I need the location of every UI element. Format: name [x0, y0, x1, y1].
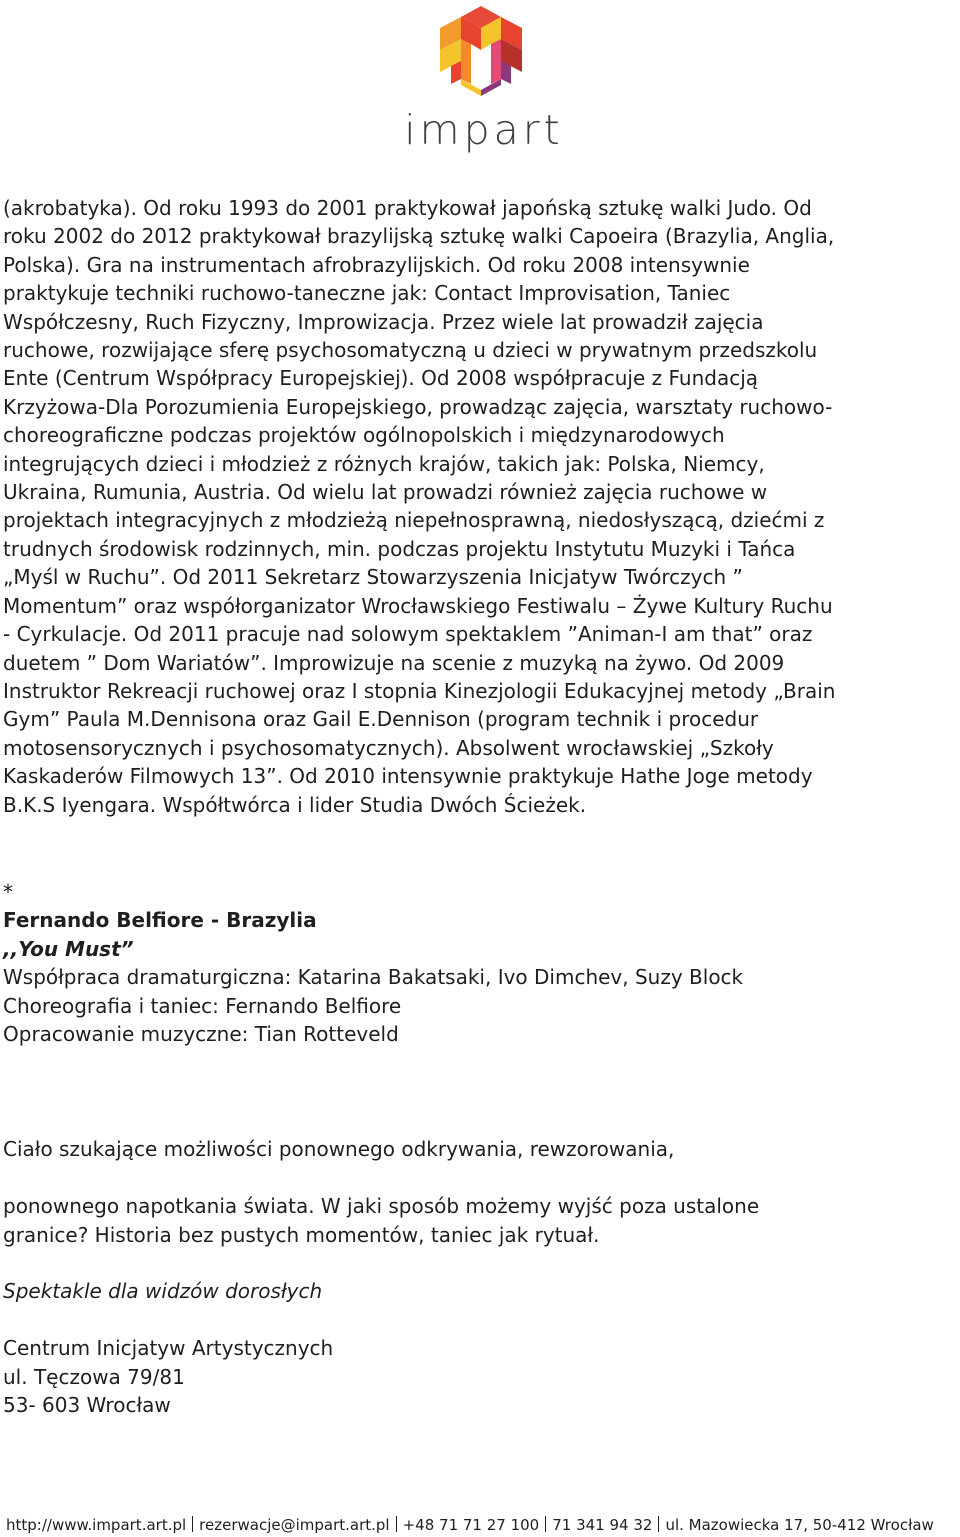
footer-phone: +48 71 71 27 100	[402, 1516, 540, 1534]
footer-divider	[658, 1516, 659, 1532]
show-artist: Fernando Belfiore - Brazylia	[3, 908, 317, 932]
audience-note	[3, 1277, 958, 1306]
show-credit: Opracowanie muzyczne: Tian Rotteveld	[3, 1022, 399, 1046]
venue-city: 53- 603 Wrocław	[3, 1393, 171, 1417]
bio-line: Krzyżowa-Dla Porozumienia Europejskiego, prowadząc zajęcia, warsztaty ruchowo-	[3, 394, 833, 419]
bio-paragraph	[3, 194, 958, 819]
audience-text: Spektakle dla widzów dorosłych	[3, 1279, 323, 1303]
bio-line: Gym” Paula M.Dennisona oraz Gail E.Dennison (program technik i procedur	[3, 707, 759, 732]
show-description	[3, 1135, 958, 1164]
bio-line: Polska). Gra na instrumentach afrobrazylijskich. Od roku 2008 intensywnie	[3, 252, 750, 277]
bio-line: trudnych środowisk rodzinnych, min. podczas projektu Instytutu Muzyki i Tańca	[3, 536, 796, 561]
description-line: granice? Historia bez pustych momentów, taniec jak rytuał.	[3, 1222, 600, 1247]
bio-line: roku 2002 do 2012 praktykował brazylijską sztukę walki Capoeira (Brazylia, Anglia,	[3, 224, 835, 249]
bio-line: praktykuje techniki ruchowo-taneczne jak: Contact Improvisation, Taniec	[3, 281, 731, 306]
footer-address: ul. Mazowiecka 17, 50-412 Wrocław	[665, 1516, 934, 1534]
bio-line: Kaskaderów Filmowych 13”. Od 2010 intensywnie praktykuje Hathe Joge metody	[3, 764, 813, 789]
footer-email-link[interactable]: rezerwacje@impart.art.pl	[199, 1516, 390, 1534]
bio-line: motosensorycznych i psychosomatycznych). Absolwent wrocławskiej „Szkoły	[3, 735, 774, 760]
bio-line: projektach integracyjnych z młodzieżą niepełnosprawną, niedosłyszącą, dziećmi z	[3, 508, 825, 533]
footer-website-link[interactable]: http://www.impart.art.pl	[6, 1516, 187, 1534]
bio-line: Współczesny, Ruch Fizyczny, Improwizacja. Przez wiele lat prowadził zajęcia	[3, 309, 764, 334]
bio-line: Instruktor Rekreacji ruchowej oraz I stopnia Kinezjologii Edukacyjnej metody „Brain	[3, 678, 836, 703]
bio-line: integrujących dzieci i młodzież z różnych krajów, takich jak: Polska, Niemcy,	[3, 451, 765, 476]
show-description-cont	[3, 1192, 958, 1249]
bio-line: ruchowe, rozwijające sferę psychosomatyczną u dzieci w prywatnym przedszkolu	[3, 338, 818, 363]
description-line: ponownego napotkania świata. W jaki sposób możemy wyjść poza ustalone	[3, 1194, 760, 1218]
show-info	[3, 906, 958, 1049]
description-line: Ciało szukające możliwości ponownego odkrywania, rewzorowania,	[3, 1137, 675, 1161]
footer-divider	[545, 1516, 546, 1532]
bio-line: Ukraina, Rumunia, Austria. Od wielu lat prowadzi również zajęcia ruchowe w	[3, 480, 768, 505]
logo-wordmark: impart	[404, 106, 564, 154]
show-credit: Współpraca dramaturgiczna: Katarina Bakatsaki, Ivo Dimchev, Suzy Block	[3, 965, 744, 989]
show-title: ,,You Must”	[3, 936, 134, 961]
section-separator: *	[3, 880, 13, 904]
bio-line: Ente (Centrum Współpracy Europejskiej). Od 2008 współpracuje z Fundacją	[3, 366, 759, 391]
venue-name: Centrum Inicjatyw Artystycznych	[3, 1336, 334, 1360]
impart-logo	[0, 0, 960, 165]
bio-line: „Myśl w Ruchu”. Od 2011 Sekretarz Stowarzyszenia Inicjatyw Twórczych ”	[3, 565, 743, 590]
bio-line: B.K.S Iyengara. Współtwórca i lider Studia Dwóch Ścieżek.	[3, 792, 587, 817]
bio-line: - Cyrkulacje. Od 2011 pracuje nad solowym spektaklem ”Animan-I am that” oraz	[3, 622, 813, 647]
footer-phone: 71 341 94 32	[552, 1516, 653, 1534]
venue-street: ul. Tęczowa 79/81	[3, 1364, 185, 1389]
footer-divider	[192, 1516, 193, 1532]
bio-line: choreograficzne podczas projektów ogólnopolskich i międzynarodowych	[3, 423, 725, 448]
bio-line: Momentum” oraz współorganizator Wrocławskiego Festiwalu – Żywe Kultury Ruchu	[3, 593, 833, 618]
bio-line: duetem ” Dom Wariatów”. Improwizuje na scenie z muzyką na żywo. Od 2009	[3, 650, 785, 675]
footer-divider	[396, 1516, 397, 1532]
venue-address	[3, 1334, 958, 1420]
impart-logo-mark-icon	[438, 4, 524, 98]
bio-line: (akrobatyka). Od roku 1993 do 2001 praktykował japońską sztukę walki Judo. Od	[3, 196, 812, 220]
page-footer	[6, 1515, 934, 1535]
show-credit: Choreografia i taniec: Fernando Belfiore	[3, 993, 402, 1018]
